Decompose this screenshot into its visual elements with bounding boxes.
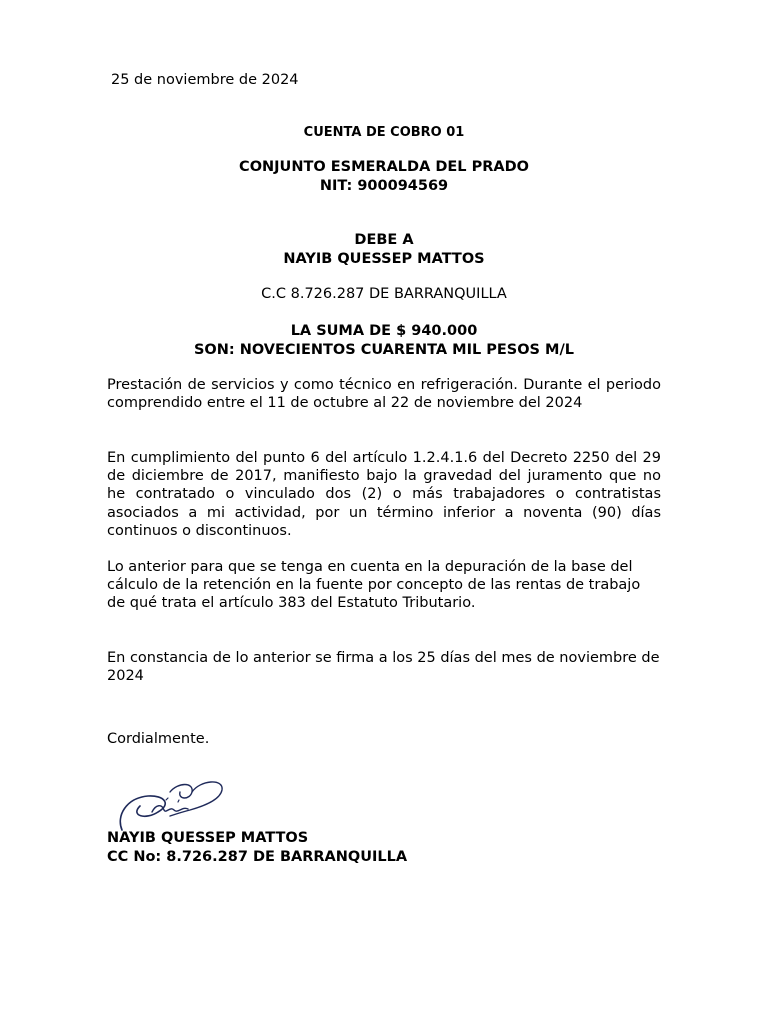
creditor-name: NAYIB QUESSEP MATTOS: [283, 251, 485, 267]
services-paragraph: Prestación de servicios y como técnico en refrigeración. Durante el periodo comprendido entre el 11 de octubre al 22 de noviembre del 2024: [107, 377, 661, 412]
signer-name: NAYIB QUESSEP MATTOS: [107, 830, 309, 846]
amount-block: [0, 322, 768, 360]
amount-sum: LA SUMA DE $ 940.000: [290, 323, 478, 339]
purpose-paragraph: Lo anterior para que se tenga en cuenta en la depuración de la base del cálculo de la retención en la fuente por concepto de las rentas de trabajo de qué trata el artículo 383 del Estatuto Tributario.: [107, 559, 641, 612]
closing-salutation: Cordialmente.: [107, 731, 210, 747]
owes-label: DEBE A: [354, 232, 414, 248]
signer-block: [107, 829, 407, 866]
handwritten-signature: [112, 776, 228, 832]
company-name: CONJUNTO ESMERALDA DEL PRADO: [239, 159, 529, 175]
signer-id: CC No: 8.726.287 DE BARRANQUILLA: [107, 848, 408, 865]
compliance-paragraph: En cumplimiento del punto 6 del artículo 1.2.4.1.6 del Decreto 2250 del 29 de diciembre de 2017, manifiesto bajo la gravedad del juramento que no he contratado o vinculado dos (2) o más trabajadores o contratistas asociados a mi actividad, por un término inferior a noventa (90) días continuos o discontinuos.: [107, 450, 661, 539]
debtor-block: [0, 231, 768, 269]
creditor-id-line: C.C 8.726.287 DE BARRANQUILLA: [261, 286, 507, 302]
attestation-paragraph: En constancia de lo anterior se firma a los 25 días del mes de noviembre de 2024: [107, 650, 660, 685]
amount-in-words: SON: NOVECIENTOS CUARENTA MIL PESOS M/L: [193, 342, 575, 358]
company-nit: NIT: 900094569: [319, 178, 449, 194]
document-date: 25 de noviembre de 2024: [111, 72, 299, 88]
document-title: CUENTA DE COBRO 01: [303, 125, 465, 140]
company-block: [0, 158, 768, 196]
